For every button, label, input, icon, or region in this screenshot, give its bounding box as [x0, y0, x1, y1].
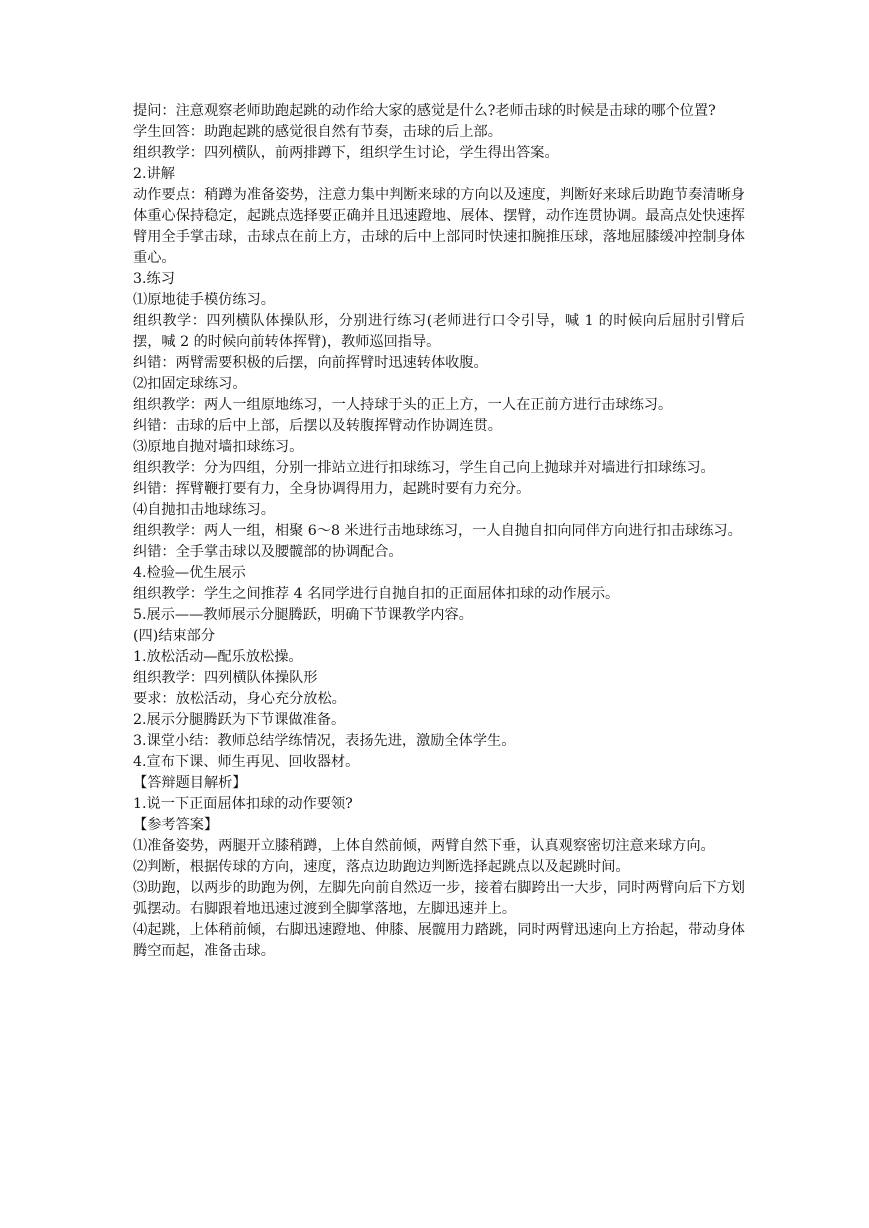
question-paragraph: 提问：注意观察老师助跑起跳的动作给大家的感觉是什么?老师击球的时候是击球的哪个位置? — [133, 103, 716, 119]
section-heading: 3.课堂小结：教师总结学练情况，表扬先进，激励全体学生。 — [133, 733, 516, 749]
exercise-item: ⑶原地自抛对墙扣球练习。 — [133, 439, 304, 455]
answer-item: ⑷起跳，上体稍前倾，右脚迅速蹬地、伸膝、展髋用力踏跳，同时两臂迅速向上方抬起，带动身体腾空而起，准备击球。 — [133, 922, 745, 959]
organization-paragraph: 组织教学：四列横队体操队形，分别进行练习(老师进行口令引导，喊 1 的时候向后屈肘引臂后摆，喊 2 的时候向前转体挥臂)，教师巡回指导。 — [133, 313, 745, 350]
correction-paragraph: 纠错：两臂需要积极的后摆，向前挥臂时迅速转体收腹。 — [133, 355, 488, 371]
defense-analysis-heading: 【答辩题目解析】 — [133, 775, 247, 791]
organization-paragraph: 组织教学：四列横队体操队形 — [133, 670, 318, 686]
document-page — [133, 101, 745, 962]
student-answer-paragraph: 学生回答：助跑起跳的感觉很自然有节奏，击球的后上部。 — [133, 124, 502, 140]
reference-answer-heading: 【参考答案】 — [133, 817, 219, 833]
section-heading: 3.练习 — [133, 271, 175, 287]
section-heading: 4.宣布下课、师生再见、回收器材。 — [133, 754, 360, 770]
organization-paragraph: 组织教学：两人一组，相聚 6～8 米进行击地球练习，一人自抛自扣向同伴方向进行扣击球练习。 — [133, 523, 742, 539]
section-heading: 1.放松活动—配乐放松操。 — [133, 649, 303, 665]
answer-item: ⑴准备姿势，两腿开立膝稍蹲，上体自然前倾，两臂自然下垂，认真观察密切注意来球方向。 — [133, 838, 715, 854]
action-points-paragraph: 动作要点：稍蹲为准备姿势，注意力集中判断来球的方向以及速度，判断好来球后助跑节奏清晰身体重心保持稳定，起跳点选择要正确并且迅速蹬地、展体、摆臂，动作连贯协调。最高点处快速挥臂用全手掌击球，击球点在前上方，击球的后中上部同时快速扣腕推压球，落地屈膝缓冲控制身体重心。 — [133, 187, 745, 266]
organization-paragraph: 组织教学：两人一组原地练习，一人持球于头的正上方，一人在正前方进行击球练习。 — [133, 397, 673, 413]
requirement-paragraph: 要求：放松活动，身心充分放松。 — [133, 691, 346, 707]
section-heading: 2.讲解 — [133, 166, 175, 182]
answer-item: ⑵判断，根据传球的方向，速度，落点边助跑边判断选择起跳点以及起跳时间。 — [133, 859, 630, 875]
correction-paragraph: 纠错：挥臂鞭打要有力，全身协调得用力，起跳时要有力充分。 — [133, 481, 531, 497]
organization-paragraph: 组织教学：学生之间推荐 4 名同学进行自抛自扣的正面屈体扣球的动作展示。 — [133, 586, 620, 602]
defense-question: 1.说一下正面屈体扣球的动作要领? — [133, 796, 353, 812]
correction-paragraph: 纠错：击球的后中上部，后摆以及转腹挥臂动作协调连贯。 — [133, 418, 502, 434]
organization-paragraph: 组织教学：分为四组，分别一排站立进行扣球练习，学生自己向上抛球并对墙进行扣球练习。 — [133, 460, 715, 476]
correction-paragraph: 纠错：全手掌击球以及腰髋部的协调配合。 — [133, 544, 403, 560]
answer-item: ⑶助跑，以两步的助跑为例，左脚先向前自然迈一步，接着右脚跨出一大步，同时两臂向后下方划弧摆动。右脚跟着地迅速过渡到全脚掌落地，左脚迅速并上。 — [133, 880, 745, 917]
exercise-item: ⑷自抛扣击地球练习。 — [133, 502, 275, 518]
part-heading: (四)结束部分 — [133, 628, 216, 644]
section-heading: 4.检验—优生展示 — [133, 565, 246, 581]
section-heading: 5.展示——教师展示分腿腾跃，明确下节课教学内容。 — [133, 607, 473, 623]
exercise-item: ⑵扣固定球练习。 — [133, 376, 247, 392]
exercise-item: ⑴原地徒手模仿练习。 — [133, 292, 275, 308]
organization-paragraph: 组织教学：四列横队，前两排蹲下，组织学生讨论，学生得出答案。 — [133, 145, 559, 161]
section-heading: 2.展示分腿腾跃为下节课做准备。 — [133, 712, 346, 728]
